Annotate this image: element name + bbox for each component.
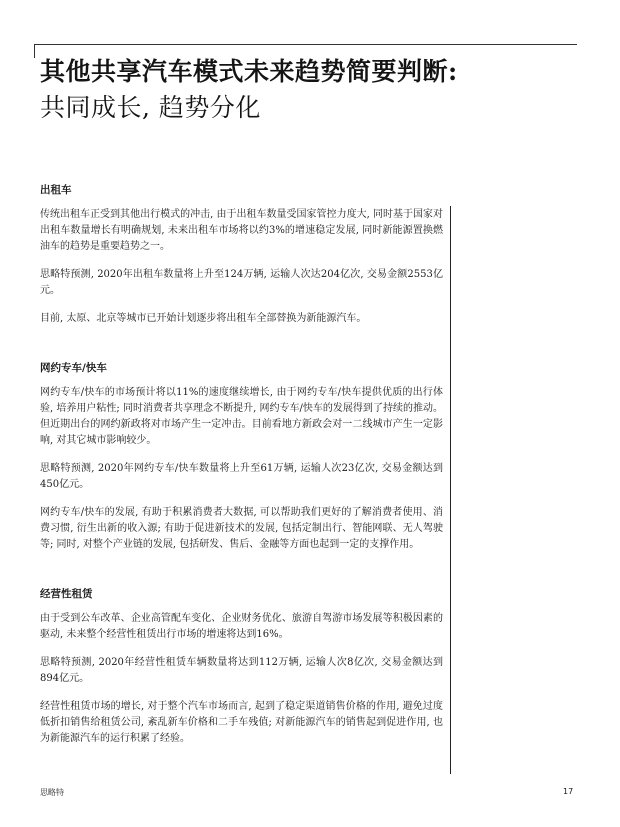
top-rule-tick <box>34 44 35 58</box>
section-taxi <box>40 183 443 327</box>
column-divider <box>450 206 451 774</box>
footer-brand: 思略特 <box>40 788 64 797</box>
paragraph: 思略特预测, 2020年网约专车/快车数量将上升至61万辆, 运输人次23亿次, 交易金额达到450亿元。 <box>40 463 443 490</box>
paragraph: 思略特预测, 2020年出租车数量将上升至124万辆, 运输人次达204亿次, 交易金额2553亿元。 <box>40 269 443 296</box>
paragraph: 经营性租赁市场的增长, 对于整个汽车市场而言, 起到了稳定渠道销售价格的作用, 避免过度低折扣销售给租赁公司, 紊乱新车价格和二手车残值; 对新能源汽车的销售起到促进作用, 也为新能源汽车的运行积累了经验。 <box>40 701 443 744</box>
main-content <box>40 183 443 781</box>
page-title <box>40 54 458 126</box>
paragraph: 思略特预测, 2020年经营性租赁车辆数量将达到112万辆, 运输人次8亿次, 交易金额达到894亿元。 <box>40 657 443 684</box>
paragraph: 网约专车/快车的发展, 有助于积累消费者大数据, 可以帮助我们更好的了解消费者使用、消费习惯, 衍生出新的收入源; 有助于促进新技术的发展, 包括定制出行、智能网联、无人驾驶等; 同时, 对整个产业链的发展, 包括研发、售后、金融等方面也起到一定的支撑作用。 <box>40 507 443 550</box>
section-heading: 网约专车/快车 <box>40 362 107 374</box>
page-number: 17 <box>563 787 574 796</box>
paragraph: 目前, 太原、北京等城市已开始计划逐步将出租车全部替换为新能源汽车。 <box>40 313 367 324</box>
section-operating-lease <box>40 587 443 747</box>
page-title-line2: 共同成长, 趋势分化 <box>40 93 261 122</box>
top-rule <box>34 44 577 45</box>
section-heading: 经营性租赁 <box>40 588 93 600</box>
paragraph: 传统出租车正受到其他出行模式的冲击, 由于出租车数量受国家管控力度大, 同时基于国家对出租车数量增长有明确规划, 未来出租车市场将以约3%的增速稳定发展, 同时新能源置换燃油车的趋势是重要趋势之一。 <box>40 209 443 252</box>
paragraph: 由于受到公车改革、企业高管配车变化、企业财务优化、旅游自驾游市场发展等积极因素的驱动, 未来整个经营性租赁出行市场的增速将达到16%。 <box>40 613 443 640</box>
section-heading: 出租车 <box>40 184 72 196</box>
paragraph: 网约专车/快车的市场预计将以11%的速度继续增长, 由于网约专车/快车提供优质的出行体验, 培养用户粘性; 同时消费者共享理念不断提升, 网约专车/快车的发展得到了持续的推动。但近期出台的网约新政将对市场产生一定冲击。目前看地方新政会对一二线城市产生一定影响, 对其它城市影响较少。 <box>40 387 443 446</box>
section-ride-hailing <box>40 361 443 553</box>
page-title-line1: 其他共享汽车模式未来趋势简要判断: <box>40 57 458 86</box>
